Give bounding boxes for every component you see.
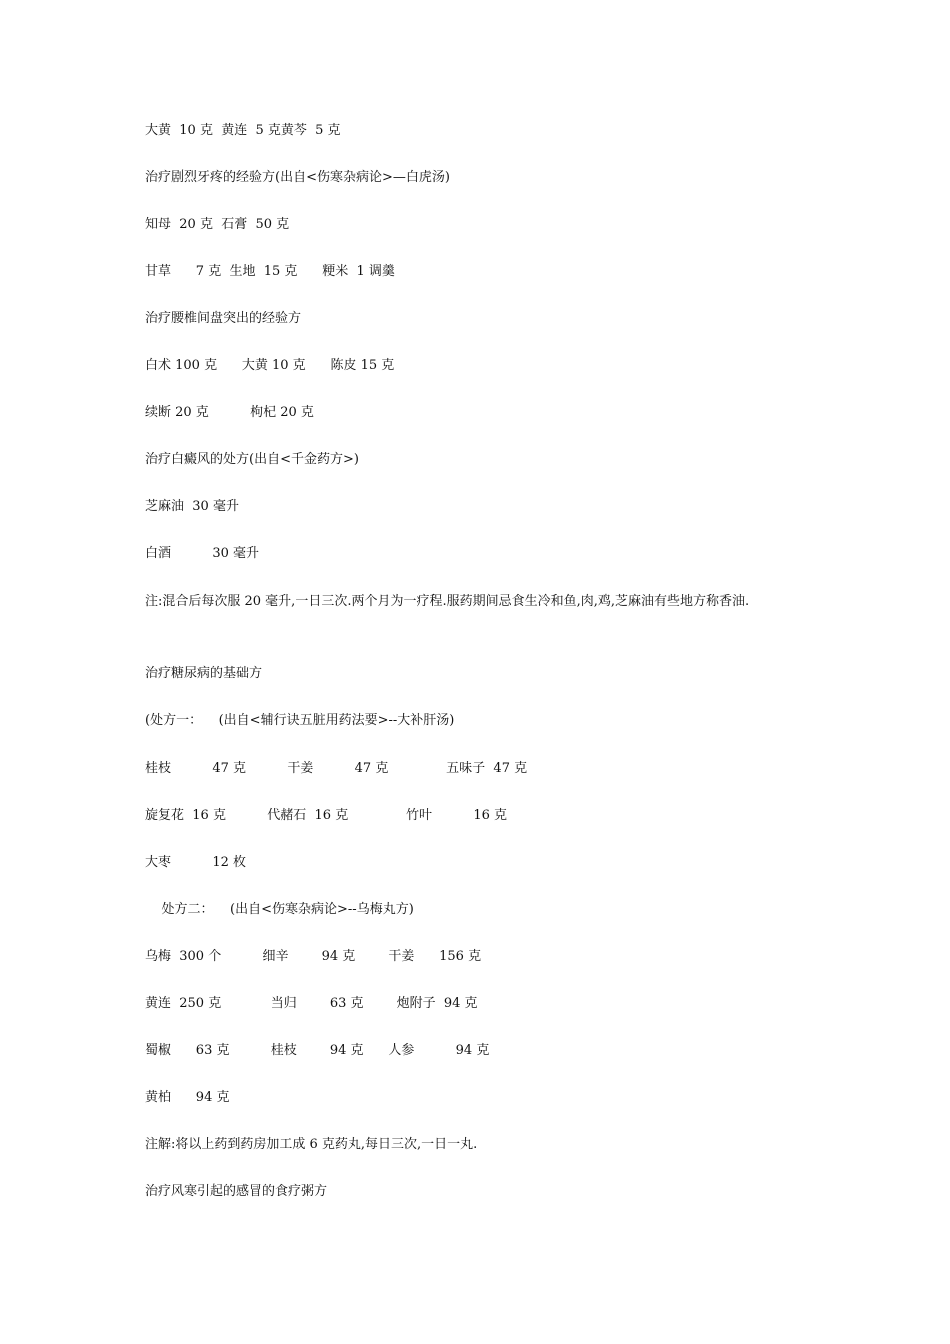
- text-line: 大枣 12 枚: [145, 855, 246, 870]
- text-line: 乌梅 300 个 细辛 94 克 干姜 156 克: [145, 949, 482, 964]
- prescription-heading: 处方二： (出自<伤寒杂病论>--乌梅丸方): [145, 902, 414, 917]
- section-heading: 治疗剧烈牙疼的经验方(出自<伤寒杂病论>—白虎汤): [145, 170, 450, 185]
- text-line: 白酒 30 毫升: [145, 546, 259, 561]
- text-line: 芝麻油 30 毫升: [145, 499, 239, 514]
- text-line: 甘草 7 克 生地 15 克 粳米 1 调羹: [145, 264, 395, 279]
- text-line: 白术 100 克 大黄 10 克 陈皮 15 克: [145, 358, 395, 373]
- text-line: 黄柏 94 克: [145, 1090, 230, 1105]
- text-line: 旋复花 16 克 代赭石 16 克 竹叶 16 克: [145, 808, 508, 823]
- text-line: 桂枝 47 克 干姜 47 克 五味子 47 克: [145, 761, 528, 776]
- text-line: 续断 20 克 枸杞 20 克: [145, 405, 314, 420]
- prescription-heading: (处方一： (出自<辅行诀五脏用药法要>--大补肝汤): [145, 713, 455, 728]
- text-line: 黄连 250 克 当归 63 克 炮附子 94 克: [145, 996, 478, 1011]
- section-heading: 治疗腰椎间盘突出的经验方: [145, 311, 302, 326]
- text-line: 知母 20 克 石膏 50 克: [145, 217, 290, 232]
- section-heading: 治疗风寒引起的感冒的食疗粥方: [145, 1184, 328, 1199]
- section-heading: 治疗白癜风的处方(出自<千金药方>): [145, 452, 359, 467]
- text-line: 大黄 10 克 黄连 5 克黄芩 5 克: [145, 123, 341, 138]
- section-heading: 治疗糖尿病的基础方: [145, 666, 263, 681]
- note-paragraph: 注解:将以上药到药房加工成 6 克药丸,每日三次,一日一丸.: [145, 1137, 478, 1152]
- text-line: 蜀椒 63 克 桂枝 94 克 人参 94 克: [145, 1043, 490, 1058]
- note-paragraph: 注:混合后每次服 20 毫升,一日三次.两个月为一疗程.服药期间忌食生冷和鱼,肉,鸡,芝麻油有些地方称香油.: [145, 594, 750, 609]
